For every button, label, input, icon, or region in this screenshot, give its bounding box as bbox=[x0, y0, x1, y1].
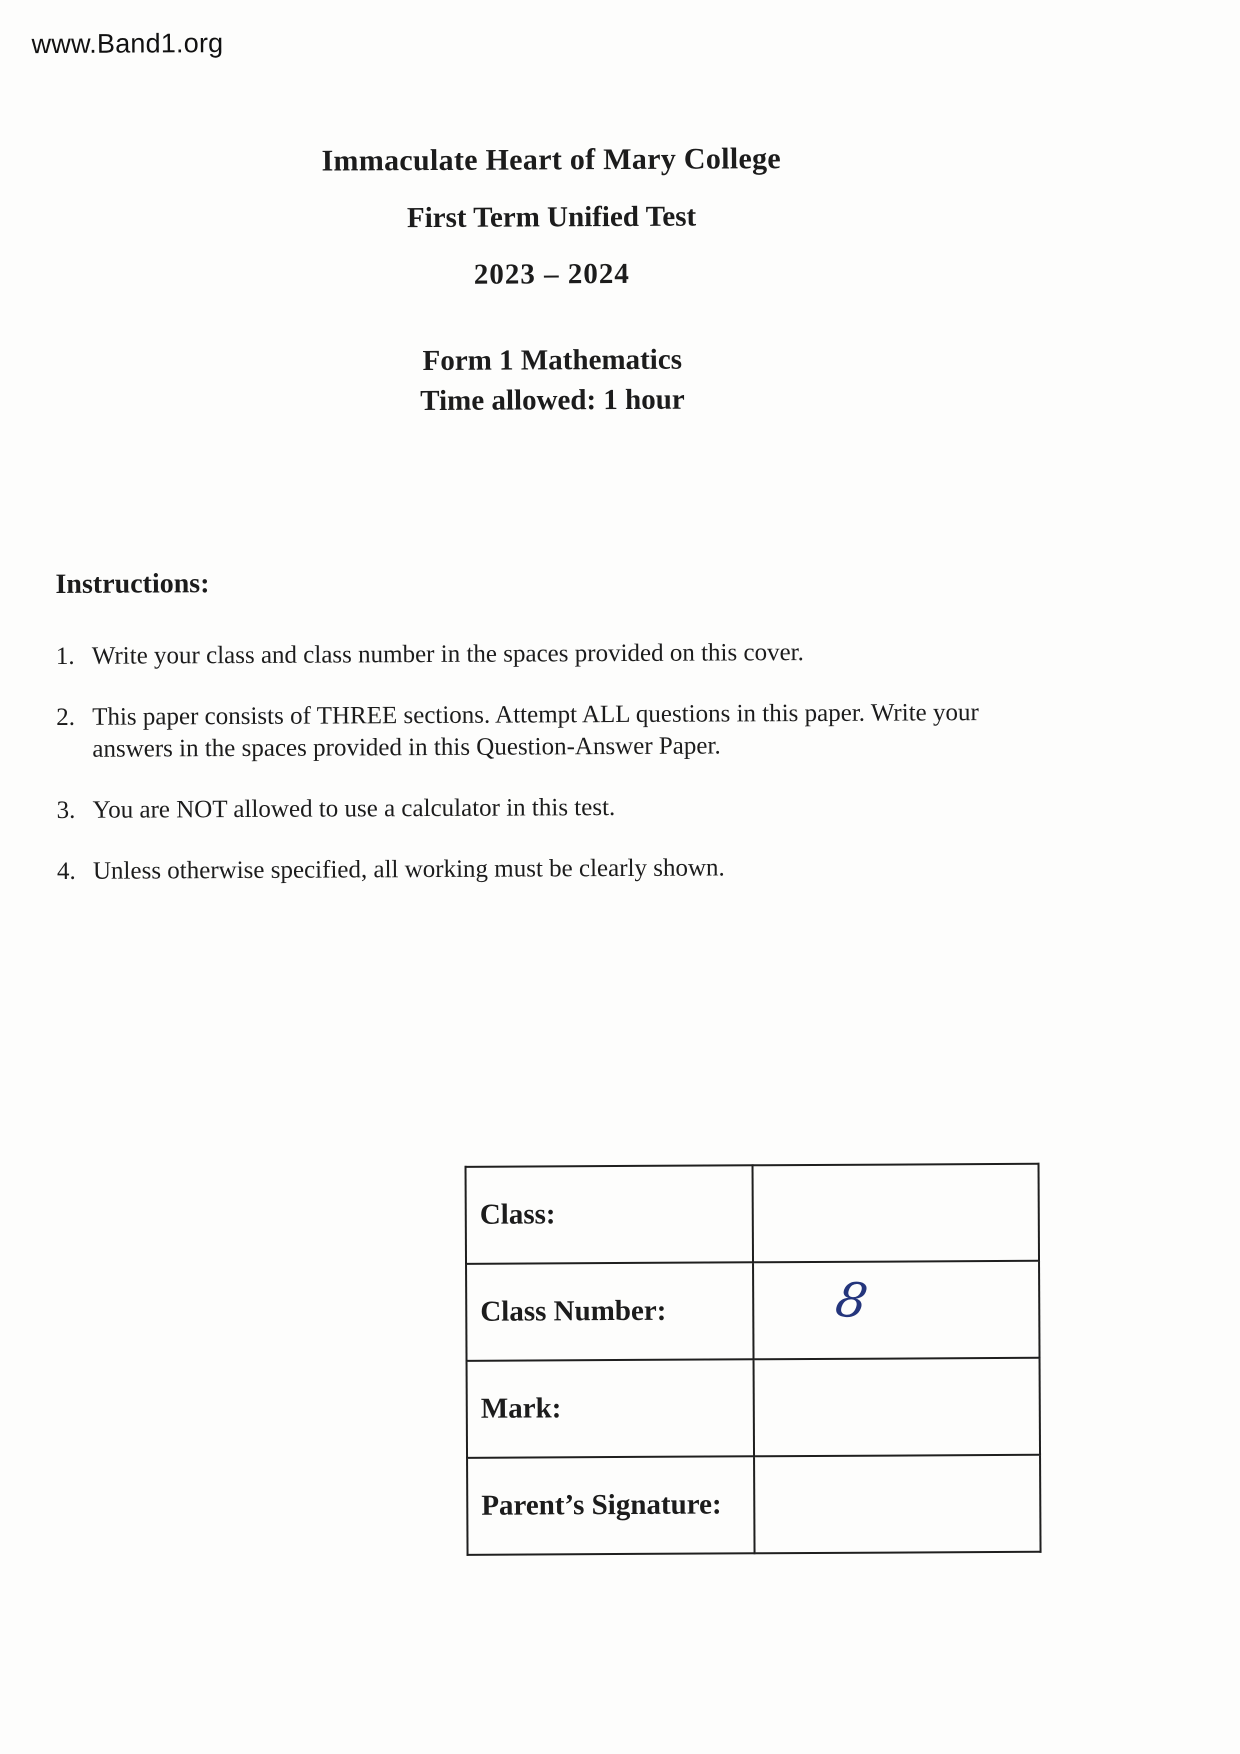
instruction-number: 3. bbox=[56, 796, 76, 824]
class-value-cell bbox=[753, 1164, 1040, 1262]
class-number-label: Class Number: bbox=[466, 1262, 754, 1361]
instruction-text: Write your class and class number in the spaces provided on this cover. bbox=[91, 639, 804, 670]
instruction-text: This paper consists of THREE sections. Attempt ALL questions in this paper. Write your answers in the spaces provided in this Question-Answer Paper. bbox=[92, 699, 979, 763]
test-name: First Term Unified Test bbox=[406, 200, 697, 235]
instruction-number: 2. bbox=[56, 703, 75, 731]
class-label: Class: bbox=[466, 1165, 754, 1264]
instruction-item-3 bbox=[57, 790, 1047, 827]
instruction-item-2 bbox=[56, 697, 1046, 766]
instruction-number: 4. bbox=[56, 857, 76, 885]
instruction-text: Unless otherwise specified, all working must be clearly shown. bbox=[92, 854, 725, 885]
watermark-url: www.Band1.org bbox=[31, 28, 224, 60]
table-row-parent-signature bbox=[467, 1455, 1041, 1555]
table-row-mark bbox=[467, 1358, 1041, 1458]
time-allowed: Time allowed: 1 hour bbox=[420, 383, 685, 418]
cover-info-table bbox=[465, 1163, 1042, 1556]
parent-signature-value-cell bbox=[754, 1455, 1041, 1553]
table-row-class bbox=[466, 1164, 1040, 1264]
school-name: Immaculate Heart of Mary College bbox=[321, 142, 782, 178]
table-row-class-number bbox=[466, 1261, 1040, 1361]
instructions-list bbox=[56, 636, 1047, 917]
mark-label: Mark: bbox=[467, 1359, 755, 1458]
parent-signature-label: Parent’s Signature: bbox=[467, 1456, 755, 1555]
instruction-item-1 bbox=[56, 636, 1046, 673]
instructions-heading: Instructions: bbox=[55, 568, 210, 600]
instruction-text: You are NOT allowed to use a calculator in this test. bbox=[92, 794, 616, 824]
handwritten-class-number: 8 bbox=[831, 1271, 872, 1330]
mark-value-cell bbox=[754, 1358, 1041, 1456]
instruction-item-4 bbox=[57, 851, 1047, 888]
class-number-value-cell bbox=[753, 1261, 1040, 1359]
test-year: 2023 – 2024 bbox=[473, 257, 630, 291]
subject-title: Form 1 Mathematics bbox=[422, 343, 683, 378]
instruction-number: 1. bbox=[55, 642, 75, 670]
